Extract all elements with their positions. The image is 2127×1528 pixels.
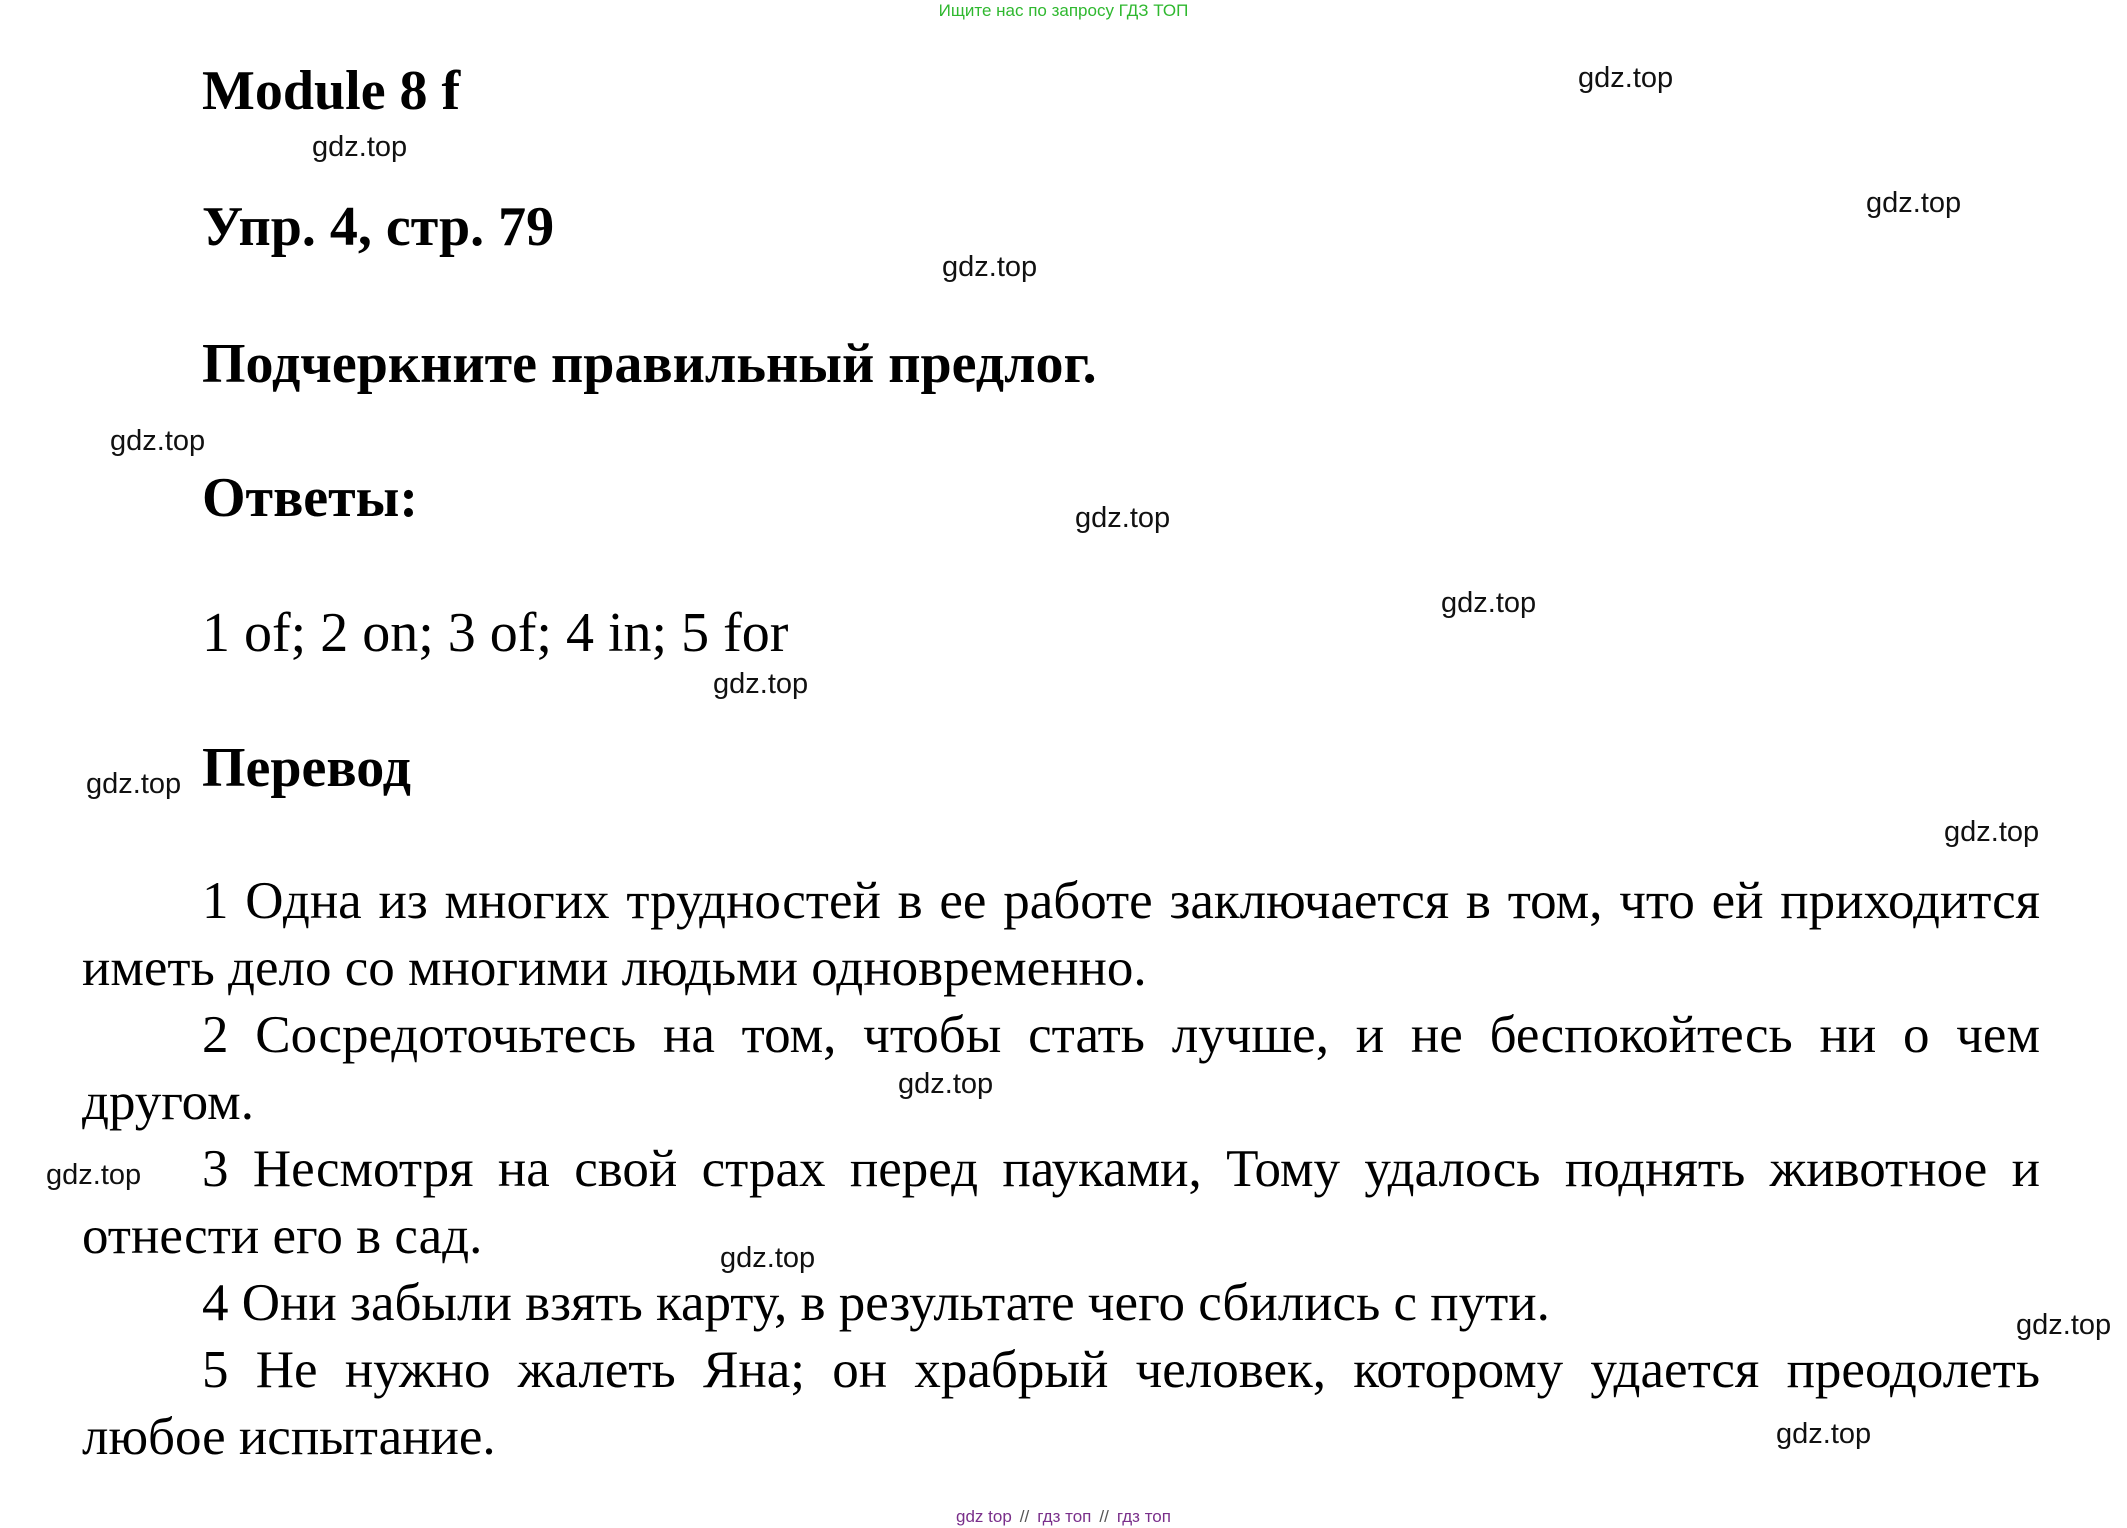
instruction: Подчеркните правильный предлог. — [202, 333, 1097, 395]
watermark: gdz.top — [898, 1068, 994, 1100]
translation-block — [82, 868, 2040, 1471]
translation-item: 2 Сосредоточьтесь на том, чтобы стать лучше, и не беспокойтесь ни о чем другом. — [82, 1006, 2040, 1131]
watermark: gdz.top — [312, 131, 408, 163]
footer-separator: // — [1019, 1507, 1030, 1526]
watermark: gdz.top — [1944, 816, 2040, 848]
watermark: gdz.top — [2016, 1309, 2112, 1341]
top-banner: Ищите нас по запросу ГДЗ ТОП — [938, 1, 1189, 20]
translation-item: 3 Несмотря на свой страх перед пауками, Тому удалось поднять животное и отнести его в сад. — [82, 1140, 2040, 1265]
module-title: Module 8 f — [202, 60, 461, 122]
footer-link[interactable]: gdz top — [956, 1507, 1012, 1526]
footer-separator: // — [1099, 1507, 1109, 1526]
translation-item: 4 Они забыли взять карту, в результате чего сбились с пути. — [202, 1274, 1550, 1332]
answers-heading: Ответы: — [202, 467, 419, 529]
translation-item: 1 Одна из многих трудностей в ее работе заключается в том, что ей приходится иметь дело со многими людьми одновременно. — [82, 872, 2040, 997]
footer-link[interactable]: гдз топ — [1116, 1507, 1171, 1526]
watermark: gdz.top — [720, 1242, 816, 1274]
watermark: gdz.top — [86, 768, 182, 800]
exercise-reference: Упр. 4, стр. 79 — [202, 196, 555, 258]
watermark: gdz.top — [46, 1159, 142, 1191]
watermark: gdz.top — [1866, 187, 1962, 219]
watermark: gdz.top — [713, 668, 809, 700]
watermark: gdz.top — [1075, 502, 1171, 534]
translation-heading: Перевод — [202, 737, 411, 799]
watermark: gdz.top — [942, 251, 1038, 283]
watermark: gdz.top — [110, 425, 206, 457]
footer-link[interactable]: гдз топ — [1037, 1507, 1092, 1526]
watermark: gdz.top — [1441, 587, 1537, 619]
watermark: gdz.top — [1776, 1418, 1872, 1450]
watermark: gdz.top — [1578, 62, 1674, 94]
footer-links — [0, 1507, 2127, 1527]
answers-text: 1 of; 2 on; 3 of; 4 in; 5 for — [202, 602, 789, 664]
translation-item: 5 Не нужно жалеть Яна; он храбрый человек, которому удается преодолеть любое испытание. — [82, 1341, 2040, 1466]
